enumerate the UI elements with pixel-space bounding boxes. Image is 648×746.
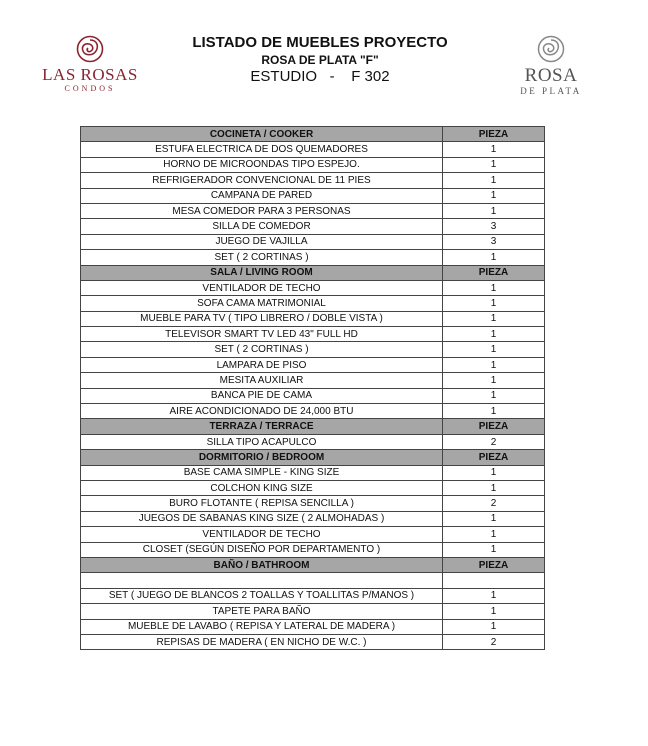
table-row (81, 357, 545, 372)
item-quantity: 1 (443, 250, 545, 265)
item-quantity: 1 (443, 404, 545, 419)
item-quantity: 1 (443, 542, 545, 557)
item-description: MUEBLE DE LAVABO ( REPISA Y LATERAL DE MADERA ) (81, 619, 443, 634)
item-quantity: 2 (443, 634, 545, 649)
item-quantity: 2 (443, 496, 545, 511)
item-description: ESTUFA ELECTRICA DE DOS QUEMADORES (81, 142, 443, 157)
table-row (81, 527, 545, 542)
table-row (81, 588, 545, 603)
table-row (81, 542, 545, 557)
quantity-header: PIEZA (443, 557, 545, 572)
table-row (81, 203, 545, 218)
table-row (81, 219, 545, 234)
quantity-header: PIEZA (443, 419, 545, 434)
item-description: CAMPANA DE PARED (81, 188, 443, 203)
table-row (81, 604, 545, 619)
item-description: AIRE ACONDICIONADO DE 24,000 BTU (81, 404, 443, 419)
document-titles (160, 34, 480, 86)
section-header-row (81, 127, 545, 142)
item-description: SILLA TIPO ACAPULCO (81, 434, 443, 449)
item-description: COLCHON KING SIZE (81, 480, 443, 495)
item-description: MESITA AUXILIAR (81, 373, 443, 388)
section-name: DORMITORIO / BEDROOM (81, 450, 443, 465)
table-row (81, 327, 545, 342)
table-row (81, 311, 545, 326)
item-quantity: 1 (443, 188, 545, 203)
document-unit: ESTUDIO - F 302 (250, 68, 390, 85)
silver-rose-icon (536, 34, 566, 64)
section-name: TERRAZA / TERRACE (81, 419, 443, 434)
item-quantity: 1 (443, 173, 545, 188)
table-row (81, 619, 545, 634)
table-row (81, 157, 545, 172)
item-quantity: 1 (443, 480, 545, 495)
section-header-row (81, 265, 545, 280)
item-quantity: 1 (443, 465, 545, 480)
item-description: MESA COMEDOR PARA 3 PERSONAS (81, 203, 443, 218)
rose-icon (75, 34, 105, 64)
table-row (81, 573, 545, 588)
item-quantity: 1 (443, 373, 545, 388)
table-row (81, 142, 545, 157)
logo-left-brand: LAS ROSAS (42, 65, 138, 84)
logo-left-sub: CONDOS (64, 84, 116, 93)
table-row (81, 511, 545, 526)
table-row (81, 434, 545, 449)
item-description: LAMPARA DE PISO (81, 357, 443, 372)
item-description: SOFA CAMA MATRIMONIAL (81, 296, 443, 311)
item-description: CLOSET (SEGÚN DISEÑO POR DEPARTAMENTO ) (81, 542, 443, 557)
item-quantity: 1 (443, 142, 545, 157)
table-row (81, 342, 545, 357)
table-row (81, 388, 545, 403)
item-description: TELEVISOR SMART TV LED 43" FULL HD (81, 327, 443, 342)
item-description: REFRIGERADOR CONVENCIONAL DE 11 PIES (81, 173, 443, 188)
item-description: BANCA PIE DE CAMA (81, 388, 443, 403)
item-quantity (443, 573, 545, 588)
section-header-row (81, 557, 545, 572)
item-description: VENTILADOR DE TECHO (81, 280, 443, 295)
section-header-row (81, 450, 545, 465)
item-description: JUEGO DE VAJILLA (81, 234, 443, 249)
table-row (81, 496, 545, 511)
item-quantity: 1 (443, 157, 545, 172)
quantity-header: PIEZA (443, 450, 545, 465)
item-quantity: 1 (443, 588, 545, 603)
section-name: COCINETA / COOKER (81, 127, 443, 142)
las-rosas-logo (30, 34, 150, 94)
item-description: BURO FLOTANTE ( REPISA SENCILLA ) (81, 496, 443, 511)
table-row (81, 480, 545, 495)
section-name: SALA / LIVING ROOM (81, 265, 443, 280)
item-quantity: 1 (443, 527, 545, 542)
item-description: BASE CAMA SIMPLE - KING SIZE (81, 465, 443, 480)
item-quantity: 1 (443, 311, 545, 326)
item-quantity: 1 (443, 388, 545, 403)
table-row (81, 404, 545, 419)
quantity-header: PIEZA (443, 127, 545, 142)
item-description: SET ( 2 CORTINAS ) (81, 250, 443, 265)
table-row (81, 234, 545, 249)
table-row (81, 465, 545, 480)
item-description (81, 573, 443, 588)
logo-right-brand: ROSA (524, 65, 578, 86)
item-description: JUEGOS DE SABANAS KING SIZE ( 2 ALMOHADAS ) (81, 511, 443, 526)
item-description: SET ( JUEGO DE BLANCOS 2 TOALLAS Y TOALLITAS P/MANOS ) (81, 588, 443, 603)
quantity-header: PIEZA (443, 265, 545, 280)
document-subtitle: ROSA DE PLATA "F" (261, 53, 379, 67)
item-quantity: 1 (443, 342, 545, 357)
item-description: TAPETE PARA BAÑO (81, 604, 443, 619)
table-row (81, 296, 545, 311)
item-quantity: 1 (443, 511, 545, 526)
table-row (81, 173, 545, 188)
section-name: BAÑO / BATHROOM (81, 557, 443, 572)
item-quantity: 2 (443, 434, 545, 449)
item-quantity: 1 (443, 619, 545, 634)
item-quantity: 1 (443, 604, 545, 619)
item-quantity: 1 (443, 280, 545, 295)
item-description: SET ( 2 CORTINAS ) (81, 342, 443, 357)
item-quantity: 1 (443, 357, 545, 372)
item-quantity: 3 (443, 234, 545, 249)
table-row (81, 373, 545, 388)
item-quantity: 1 (443, 203, 545, 218)
furniture-list-table (80, 126, 545, 650)
item-description: REPISAS DE MADERA ( EN NICHO DE W.C. ) (81, 634, 443, 649)
table-row (81, 250, 545, 265)
item-quantity: 1 (443, 327, 545, 342)
item-quantity: 3 (443, 219, 545, 234)
item-description: SILLA DE COMEDOR (81, 219, 443, 234)
item-description: HORNO DE MICROONDAS TIPO ESPEJO. (81, 157, 443, 172)
table-row (81, 188, 545, 203)
document-header (0, 0, 648, 120)
logo-right-sub: DE PLATA (520, 86, 582, 96)
item-description: VENTILADOR DE TECHO (81, 527, 443, 542)
item-quantity: 1 (443, 296, 545, 311)
table-row (81, 634, 545, 649)
section-header-row (81, 419, 545, 434)
table-row (81, 280, 545, 295)
rosa-de-plata-logo (496, 34, 606, 97)
document-title: LISTADO DE MUEBLES PROYECTO (192, 34, 448, 51)
item-description: MUEBLE PARA TV ( TIPO LIBRERO / DOBLE VISTA ) (81, 311, 443, 326)
